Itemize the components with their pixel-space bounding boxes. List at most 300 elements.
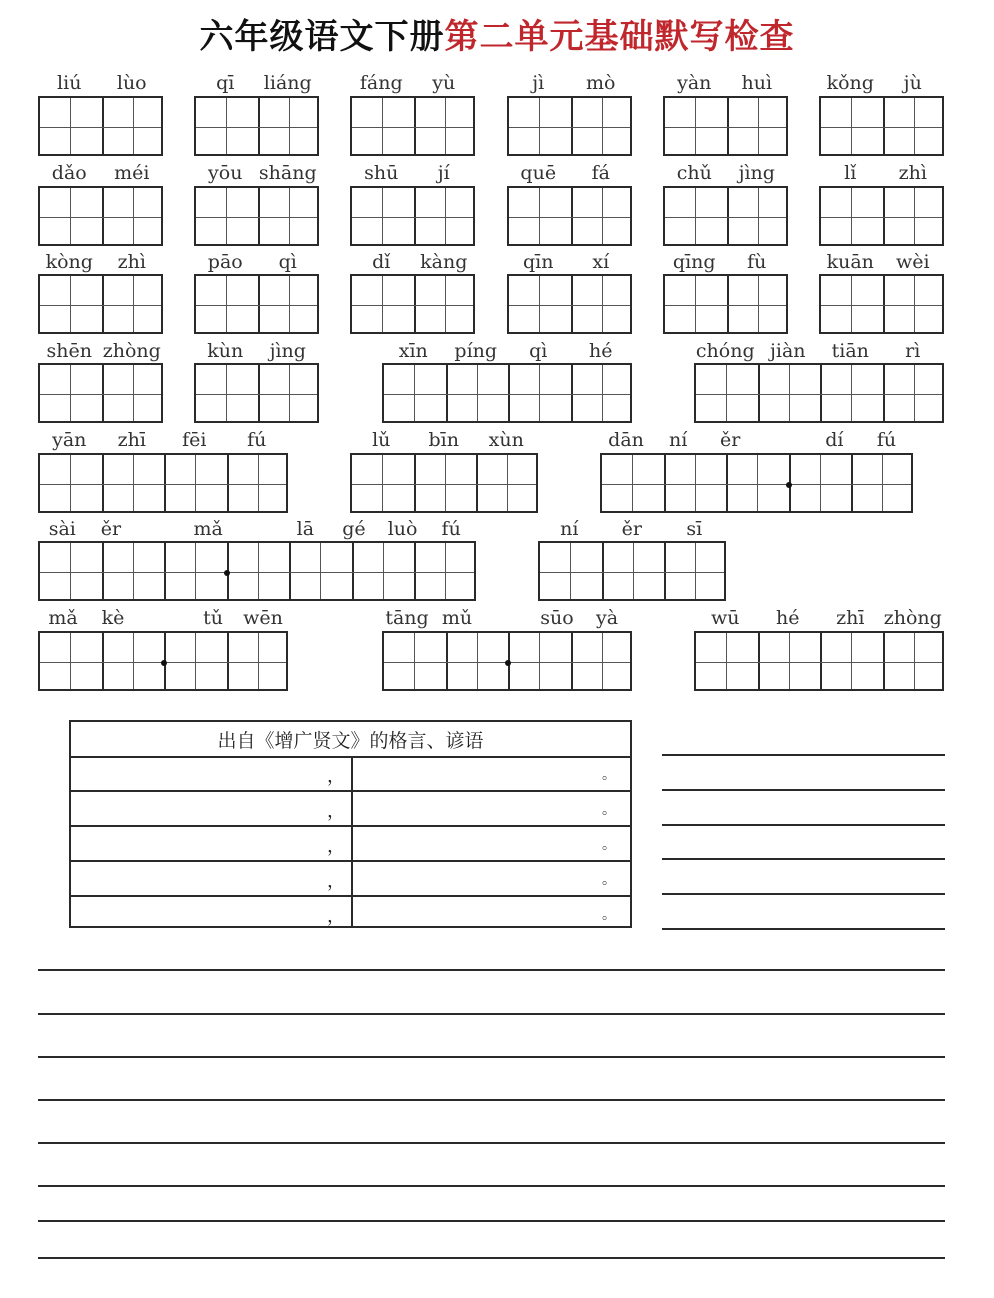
cell-midline bbox=[289, 276, 290, 332]
pinyin-label: xùn bbox=[488, 429, 524, 451]
pinyin-label: ní bbox=[668, 429, 688, 451]
cell-midline bbox=[757, 455, 758, 511]
answer-line[interactable] bbox=[662, 754, 945, 756]
cell-divider bbox=[258, 365, 260, 421]
cell-divider bbox=[726, 455, 728, 511]
cell-midline bbox=[914, 98, 915, 154]
pinyin-label: huì bbox=[741, 72, 773, 94]
title-unit-part: 第二单元基础默写检查 bbox=[444, 17, 795, 57]
pinyin-label: qīn bbox=[523, 251, 554, 273]
cell-midline bbox=[352, 305, 473, 306]
answer-line[interactable] bbox=[662, 893, 945, 895]
cell-divider bbox=[446, 365, 448, 421]
pinyin-label: kuān bbox=[826, 251, 874, 273]
proverb-period: 。 bbox=[602, 907, 616, 923]
name-separator-dot bbox=[505, 660, 511, 666]
cell-divider bbox=[289, 543, 291, 599]
cell-midline bbox=[445, 543, 446, 599]
writing-line[interactable] bbox=[38, 969, 945, 971]
cell-midline bbox=[70, 455, 71, 511]
pinyin-label: liú bbox=[57, 72, 82, 94]
cell-midline bbox=[851, 365, 852, 421]
cell-midline bbox=[195, 633, 196, 689]
pinyin-label: mǎ bbox=[48, 607, 78, 629]
cell-midline bbox=[570, 543, 571, 599]
cell-midline bbox=[882, 455, 883, 511]
tianzige-box[interactable] bbox=[350, 96, 475, 156]
cell-midline bbox=[383, 543, 384, 599]
cell-divider bbox=[664, 455, 666, 511]
pinyin-label: mò bbox=[586, 72, 616, 94]
tianzige-box[interactable] bbox=[819, 274, 944, 334]
cell-midline bbox=[726, 365, 727, 421]
tianzige-box[interactable] bbox=[382, 363, 632, 423]
cell-midline bbox=[914, 188, 915, 244]
pinyin-label: yù bbox=[432, 72, 456, 94]
pinyin-label: wèi bbox=[895, 251, 930, 273]
cell-midline bbox=[382, 276, 383, 332]
cell-midline bbox=[539, 188, 540, 244]
pinyin-label: méi bbox=[114, 162, 150, 184]
proverb-comma: ， bbox=[327, 906, 345, 927]
cell-midline bbox=[695, 98, 696, 154]
proverb-comma: ， bbox=[327, 871, 345, 892]
pinyin-label: hé bbox=[589, 340, 613, 362]
cell-divider bbox=[508, 365, 510, 421]
pinyin-label: bīn bbox=[428, 429, 459, 451]
cell-midline bbox=[382, 188, 383, 244]
cell-divider bbox=[164, 455, 166, 511]
pinyin-label: zhì bbox=[898, 162, 927, 184]
pinyin-label: rì bbox=[905, 340, 921, 362]
cell-midline bbox=[821, 305, 942, 306]
pinyin-label: shāng bbox=[258, 162, 317, 184]
tianzige-box[interactable] bbox=[38, 631, 288, 691]
cell-divider bbox=[883, 276, 885, 332]
tianzige-box[interactable] bbox=[600, 453, 913, 513]
cell-midline bbox=[695, 276, 696, 332]
writing-line[interactable] bbox=[38, 1142, 945, 1144]
pinyin-label: ěr bbox=[100, 518, 122, 540]
proverb-period: 。 bbox=[602, 872, 616, 888]
cell-midline bbox=[789, 365, 790, 421]
cell-midline bbox=[509, 127, 630, 128]
pinyin-label: qīng bbox=[672, 251, 716, 273]
pinyin-label: kàng bbox=[420, 251, 468, 273]
cell-divider bbox=[571, 188, 573, 244]
pinyin-label: jìng bbox=[738, 162, 775, 184]
cell-divider bbox=[476, 455, 478, 511]
pinyin-label: sī bbox=[686, 518, 703, 540]
cell-midline bbox=[226, 188, 227, 244]
writing-line[interactable] bbox=[38, 1099, 945, 1101]
cell-divider bbox=[102, 98, 104, 154]
tianzige-box[interactable] bbox=[507, 274, 632, 334]
cell-divider bbox=[102, 633, 104, 689]
pinyin-label: gé bbox=[342, 518, 366, 540]
tianzige-box[interactable] bbox=[538, 541, 726, 601]
pinyin-label: mǎ bbox=[193, 518, 223, 540]
cell-divider bbox=[258, 98, 260, 154]
cell-midline bbox=[602, 98, 603, 154]
tianzige-box[interactable] bbox=[663, 96, 788, 156]
cell-midline bbox=[70, 98, 71, 154]
pinyin-label: quē bbox=[520, 162, 557, 184]
pinyin-label: shū bbox=[364, 162, 399, 184]
proverb-comma: ， bbox=[327, 801, 345, 822]
proverb-comma: ， bbox=[327, 766, 345, 787]
proverb-period: 。 bbox=[602, 802, 616, 818]
cell-midline bbox=[133, 188, 134, 244]
pinyin-label: fú bbox=[876, 429, 897, 451]
cell-midline bbox=[914, 365, 915, 421]
cell-midline bbox=[539, 276, 540, 332]
cell-midline bbox=[40, 217, 161, 218]
cell-divider bbox=[258, 188, 260, 244]
cell-midline bbox=[196, 305, 317, 306]
pinyin-label: dān bbox=[608, 429, 644, 451]
pinyin-label: dǐ bbox=[372, 251, 391, 273]
pinyin-label: fáng bbox=[359, 72, 403, 94]
pinyin-label: lǐ bbox=[844, 162, 857, 184]
proverb-period: 。 bbox=[602, 837, 616, 853]
cell-midline bbox=[40, 127, 161, 128]
pinyin-label: ní bbox=[560, 518, 579, 540]
tianzige-box[interactable] bbox=[38, 186, 163, 246]
pinyin-label: jì bbox=[532, 72, 545, 94]
pinyin-label: ěr bbox=[720, 429, 741, 451]
cell-divider bbox=[883, 633, 885, 689]
pinyin-label: fá bbox=[591, 162, 610, 184]
pinyin-label: qī bbox=[216, 72, 235, 94]
cell-midline bbox=[696, 662, 942, 663]
cell-midline bbox=[851, 633, 852, 689]
cell-midline bbox=[602, 365, 603, 421]
cell-midline bbox=[851, 188, 852, 244]
cell-divider bbox=[102, 188, 104, 244]
writing-line[interactable] bbox=[38, 1056, 945, 1058]
pinyin-label: kòng bbox=[45, 251, 93, 273]
pinyin-label: lǔ bbox=[372, 429, 391, 451]
cell-midline bbox=[40, 305, 161, 306]
cell-midline bbox=[445, 188, 446, 244]
tianzige-box[interactable] bbox=[663, 274, 788, 334]
cell-midline bbox=[384, 394, 630, 395]
cell-midline bbox=[695, 543, 696, 599]
cell-midline bbox=[352, 217, 473, 218]
writing-line[interactable] bbox=[38, 1013, 945, 1015]
cell-midline bbox=[914, 633, 915, 689]
cell-midline bbox=[320, 543, 321, 599]
cell-midline bbox=[445, 276, 446, 332]
pinyin-label: pāo bbox=[207, 251, 243, 273]
cell-divider bbox=[851, 455, 853, 511]
answer-line[interactable] bbox=[662, 824, 945, 826]
cell-midline bbox=[414, 365, 415, 421]
proverb-table-header: 出自《增广贤文》的格言、谚语 bbox=[71, 722, 630, 758]
pinyin-label: fú bbox=[247, 429, 267, 451]
proverb-row[interactable] bbox=[71, 896, 630, 930]
page-title bbox=[0, 14, 994, 60]
cell-midline bbox=[509, 305, 630, 306]
tianzige-box[interactable] bbox=[350, 274, 475, 334]
cell-divider bbox=[414, 98, 416, 154]
tianzige-box[interactable] bbox=[819, 186, 944, 246]
cell-divider bbox=[414, 188, 416, 244]
pinyin-label: lā bbox=[296, 518, 315, 540]
cell-divider bbox=[727, 98, 729, 154]
pinyin-label: jiàn bbox=[769, 340, 806, 362]
pinyin-label: liáng bbox=[263, 72, 312, 94]
pinyin-label: qì bbox=[278, 251, 297, 273]
cell-divider bbox=[352, 543, 354, 599]
cell-midline bbox=[226, 276, 227, 332]
pinyin-label: jìng bbox=[269, 340, 306, 362]
tianzige-box[interactable] bbox=[663, 186, 788, 246]
cell-midline bbox=[382, 98, 383, 154]
tianzige-box[interactable] bbox=[38, 274, 163, 334]
cell-midline bbox=[726, 633, 727, 689]
proverb-row[interactable] bbox=[71, 826, 630, 862]
pinyin-label: zhì bbox=[117, 251, 146, 273]
cell-midline bbox=[133, 276, 134, 332]
tianzige-box[interactable] bbox=[819, 96, 944, 156]
cell-divider bbox=[602, 543, 604, 599]
answer-line[interactable] bbox=[662, 858, 945, 860]
cell-midline bbox=[258, 543, 259, 599]
cell-divider bbox=[102, 543, 104, 599]
cell-divider bbox=[414, 276, 416, 332]
cell-midline bbox=[258, 455, 259, 511]
pinyin-label: tǔ bbox=[203, 607, 223, 629]
pinyin-label: chóng bbox=[695, 340, 755, 362]
pinyin-label: xīn bbox=[398, 340, 428, 362]
cell-midline bbox=[632, 455, 633, 511]
pinyin-label: jí bbox=[437, 162, 450, 184]
tianzige-box[interactable] bbox=[194, 186, 319, 246]
cell-midline bbox=[665, 217, 786, 218]
cell-midline bbox=[821, 217, 942, 218]
cell-midline bbox=[40, 394, 161, 395]
writing-line[interactable] bbox=[38, 1220, 945, 1222]
pinyin-label: ěr bbox=[621, 518, 642, 540]
pinyin-label: dǎo bbox=[51, 162, 87, 184]
tianzige-box[interactable] bbox=[507, 186, 632, 246]
answer-line[interactable] bbox=[662, 789, 945, 791]
cell-midline bbox=[602, 484, 911, 485]
proverb-row[interactable] bbox=[71, 791, 630, 827]
cell-divider bbox=[164, 543, 166, 599]
cell-midline bbox=[539, 633, 540, 689]
cell-midline bbox=[539, 98, 540, 154]
tianzige-box[interactable] bbox=[350, 453, 538, 513]
cell-midline bbox=[914, 276, 915, 332]
tianzige-box[interactable] bbox=[507, 96, 632, 156]
pinyin-label: dí bbox=[825, 429, 844, 451]
cell-midline bbox=[133, 455, 134, 511]
cell-midline bbox=[196, 217, 317, 218]
tianzige-box[interactable] bbox=[38, 363, 163, 423]
cell-midline bbox=[665, 305, 786, 306]
cell-divider bbox=[571, 276, 573, 332]
pinyin-label: shēn bbox=[46, 340, 92, 362]
cell-midline bbox=[789, 633, 790, 689]
cell-midline bbox=[382, 455, 383, 511]
cell-divider bbox=[227, 633, 229, 689]
tianzige-box[interactable] bbox=[38, 541, 476, 601]
cell-midline bbox=[70, 276, 71, 332]
proverb-row[interactable] bbox=[71, 756, 630, 792]
cell-divider bbox=[414, 455, 416, 511]
cell-midline bbox=[70, 543, 71, 599]
cell-midline bbox=[820, 455, 821, 511]
tianzige-box[interactable] bbox=[350, 186, 475, 246]
cell-midline bbox=[133, 98, 134, 154]
cell-midline bbox=[289, 98, 290, 154]
pinyin-label: chǔ bbox=[676, 162, 712, 184]
proverb-period: 。 bbox=[602, 767, 616, 783]
pinyin-label: fú bbox=[441, 518, 461, 540]
cell-midline bbox=[665, 127, 786, 128]
cell-midline bbox=[445, 455, 446, 511]
cell-midline bbox=[507, 455, 508, 511]
pinyin-label: zhòng bbox=[102, 340, 161, 362]
pinyin-label: kè bbox=[101, 607, 125, 629]
cell-midline bbox=[195, 543, 196, 599]
proverb-row[interactable] bbox=[71, 861, 630, 897]
cell-midline bbox=[509, 217, 630, 218]
pinyin-label: fēi bbox=[182, 429, 207, 451]
pinyin-label: yà bbox=[595, 607, 619, 629]
tianzige-box[interactable] bbox=[38, 96, 163, 156]
pinyin-label: tiān bbox=[831, 340, 869, 362]
name-separator-dot bbox=[161, 660, 167, 666]
cell-midline bbox=[540, 572, 724, 573]
pinyin-label: qì bbox=[529, 340, 548, 362]
cell-midline bbox=[289, 365, 290, 421]
cell-midline bbox=[414, 633, 415, 689]
cell-midline bbox=[196, 394, 317, 395]
cell-midline bbox=[821, 127, 942, 128]
pinyin-label: tāng bbox=[385, 607, 429, 629]
cell-midline bbox=[758, 276, 759, 332]
pinyin-label: mǔ bbox=[441, 607, 473, 629]
cell-midline bbox=[289, 188, 290, 244]
cell-divider bbox=[227, 455, 229, 511]
tianzige-box[interactable] bbox=[194, 363, 319, 423]
cell-midline bbox=[70, 188, 71, 244]
pinyin-label: zhòng bbox=[883, 607, 942, 629]
cell-midline bbox=[226, 98, 227, 154]
tianzige-box[interactable] bbox=[194, 96, 319, 156]
cell-divider bbox=[758, 365, 760, 421]
writing-line[interactable] bbox=[38, 1257, 945, 1259]
proverb-comma: ， bbox=[327, 836, 345, 857]
cell-midline bbox=[40, 484, 286, 485]
cell-midline bbox=[633, 543, 634, 599]
cell-midline bbox=[195, 455, 196, 511]
cell-midline bbox=[133, 633, 134, 689]
cell-midline bbox=[851, 276, 852, 332]
cell-midline bbox=[758, 188, 759, 244]
pinyin-label: wēn bbox=[243, 607, 283, 629]
cell-divider bbox=[102, 455, 104, 511]
tianzige-box[interactable] bbox=[194, 274, 319, 334]
tianzige-box[interactable] bbox=[38, 453, 288, 513]
cell-midline bbox=[258, 633, 259, 689]
pinyin-label: zhī bbox=[117, 429, 146, 451]
cell-divider bbox=[258, 276, 260, 332]
cell-midline bbox=[758, 98, 759, 154]
cell-midline bbox=[352, 127, 473, 128]
cell-divider bbox=[414, 543, 416, 599]
cell-midline bbox=[602, 276, 603, 332]
cell-divider bbox=[883, 188, 885, 244]
pinyin-label: xí bbox=[592, 251, 610, 273]
cell-divider bbox=[727, 188, 729, 244]
cell-midline bbox=[226, 365, 227, 421]
tianzige-box[interactable] bbox=[382, 631, 632, 691]
cell-divider bbox=[571, 633, 573, 689]
proverb-table bbox=[69, 720, 632, 928]
cell-divider bbox=[758, 633, 760, 689]
cell-divider bbox=[820, 633, 822, 689]
cell-midline bbox=[696, 394, 942, 395]
tianzige-box[interactable] bbox=[694, 363, 944, 423]
cell-divider bbox=[571, 365, 573, 421]
tianzige-box[interactable] bbox=[694, 631, 944, 691]
cell-divider bbox=[883, 98, 885, 154]
cell-midline bbox=[445, 98, 446, 154]
pinyin-label: jù bbox=[903, 72, 922, 94]
pinyin-label: píng bbox=[454, 340, 498, 362]
cell-midline bbox=[40, 572, 474, 573]
pinyin-label: yàn bbox=[677, 72, 712, 94]
cell-midline bbox=[477, 633, 478, 689]
answer-line[interactable] bbox=[662, 928, 945, 930]
cell-divider bbox=[446, 633, 448, 689]
pinyin-label: kùn bbox=[207, 340, 244, 362]
pinyin-label: sài bbox=[48, 518, 76, 540]
cell-divider bbox=[664, 543, 666, 599]
pinyin-label: lùo bbox=[116, 72, 147, 94]
pinyin-label: zhī bbox=[836, 607, 865, 629]
name-separator-dot bbox=[786, 482, 792, 488]
pinyin-label: yān bbox=[52, 429, 87, 451]
cell-divider bbox=[102, 365, 104, 421]
cell-midline bbox=[851, 98, 852, 154]
pinyin-label: fù bbox=[747, 251, 767, 273]
cell-divider bbox=[727, 276, 729, 332]
cell-divider bbox=[883, 365, 885, 421]
writing-line[interactable] bbox=[38, 1185, 945, 1187]
pinyin-label: luò bbox=[387, 518, 418, 540]
cell-midline bbox=[602, 188, 603, 244]
cell-divider bbox=[820, 365, 822, 421]
pinyin-label: hé bbox=[776, 607, 800, 629]
name-separator-dot bbox=[224, 570, 230, 576]
pinyin-label: kǒng bbox=[826, 72, 874, 94]
cell-divider bbox=[102, 276, 104, 332]
cell-midline bbox=[695, 188, 696, 244]
pinyin-label: yōu bbox=[208, 162, 243, 184]
cell-divider bbox=[571, 98, 573, 154]
cell-midline bbox=[477, 365, 478, 421]
cell-midline bbox=[70, 365, 71, 421]
cell-midline bbox=[539, 365, 540, 421]
pinyin-label: wū bbox=[711, 607, 740, 629]
title-grade-part: 六年级语文下册 bbox=[199, 17, 445, 57]
